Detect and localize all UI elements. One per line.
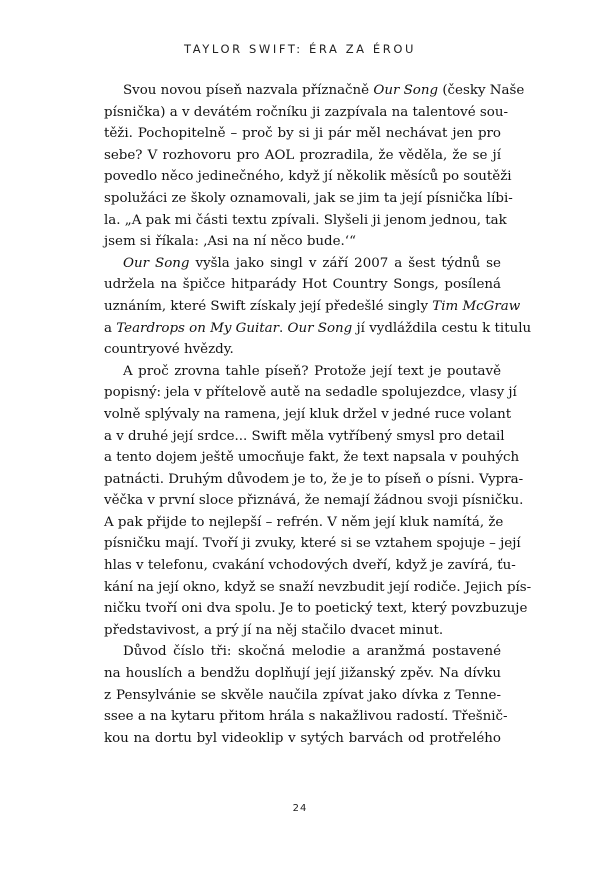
text-line	[104, 296, 521, 318]
text-line	[104, 685, 501, 707]
paragraph	[104, 641, 508, 749]
text-run: Svou novou píseň nazvala příznačně	[123, 83, 374, 98]
text-run: .	[279, 320, 288, 336]
paragraph	[104, 361, 532, 642]
text-line	[104, 145, 501, 167]
italic-title: Our Song	[123, 255, 190, 271]
text-run: na houslích a bendžu doplňují její jižanský zpěv. Na dívku	[104, 666, 501, 682]
text-run: písničku mají. Tvoří ji zvuky, které si se vztahem spojuje – její	[104, 536, 521, 552]
text-line	[104, 253, 501, 275]
text-run: představivost, a prý jí na něj stačilo dvacet minut.	[104, 622, 444, 638]
text-run: uznáním, které Swift získaly její předešlé singly	[104, 298, 433, 314]
text-line	[104, 620, 501, 642]
text-line	[104, 447, 520, 469]
page-number: 24	[292, 803, 308, 814]
text-line	[104, 361, 501, 383]
text-run: la. „A pak mi části textu zpívali. Slyšeli ji jenom jednou, tak	[104, 212, 507, 228]
text-run: jí vydláždila cestu k titulu	[352, 320, 532, 336]
text-line	[104, 555, 516, 577]
text-run: (česky Naše	[438, 83, 525, 98]
italic-title: Teardrops on My Guitar	[116, 320, 280, 336]
text-line	[104, 339, 501, 361]
text-line	[104, 598, 528, 620]
text-run: countryové hvězdy.	[104, 342, 234, 358]
text-run: kání na její okno, když se snaží nevzbudit její rodiče. Jejich pís-	[104, 579, 532, 595]
text-run: a tento dojem ještě umocňuje fakt, že text napsala v pouhých	[104, 450, 520, 466]
text-run: A proč zrovna tahle píseň? Protože její text je poutavě	[123, 363, 501, 379]
italic-title: Our Song	[373, 83, 439, 98]
text-line	[104, 426, 505, 448]
text-run: písnička) a v devátém ročníku ji zazpívala na talentové sou-	[104, 104, 508, 120]
text-line	[104, 80, 525, 102]
text-run: spolužáci ze školy oznamovali, jak se jim ta její písnička líbi-	[104, 190, 513, 206]
text-run: popisný: jela v přítelově autě na sedadle spolujezdce, vlasy jí	[104, 385, 517, 401]
text-line	[104, 382, 517, 404]
body-text	[104, 80, 532, 749]
text-line	[104, 102, 508, 124]
text-line	[104, 728, 501, 750]
paragraph	[104, 253, 532, 361]
text-line	[104, 318, 532, 340]
text-line	[104, 231, 501, 253]
text-run: ničku tvoří oni dva spolu. Je to poetický text, který povzbuzuje	[104, 601, 528, 617]
text-run: Důvod číslo tři: skočná melodie a aranžmá postavené	[123, 644, 501, 660]
italic-title: Our Song	[287, 320, 353, 336]
text-run: A pak přijde to nejlepší – refrén. V něm její kluk namítá, že	[104, 514, 504, 530]
text-run: sebe? V rozhovoru pro AOL prozradila, že věděla, že se jí	[104, 147, 501, 163]
text-run: vyšla jako singl v září 2007 a šest týdnů se	[189, 255, 501, 271]
text-line	[104, 210, 507, 232]
text-run: jsem si říkala: ‚Asi na ní něco bude.‘“	[104, 234, 356, 250]
text-line	[104, 577, 532, 599]
text-run: ssee a na kytaru přitom hrála s nakažlivou radostí. Třešnič-	[104, 709, 508, 725]
text-run: patnácti. Druhým důvodem je to, že je to píseň o písni. Vypra-	[104, 471, 524, 487]
text-run: věčka v první sloce přiznává, že nemají žádnou svoji písničku.	[104, 493, 524, 509]
text-run: z Pensylvánie se skvěle naučila zpívat jako dívka z Tenne-	[104, 687, 501, 703]
text-run: kou na dortu byl videoklip v sytých barvách od protřelého	[104, 730, 501, 746]
text-line	[104, 706, 508, 728]
text-run: udržela na špičce hitparády Hot Country Songs, posílená	[104, 277, 501, 293]
text-run: volně splývaly na ramena, její kluk držel v jedné ruce volant	[104, 406, 512, 422]
italic-title: Tim McGraw	[432, 298, 521, 314]
text-run: těži. Pochopitelně – proč by si ji pár měl nechávat jen pro	[104, 126, 501, 142]
text-line	[104, 274, 501, 296]
text-line	[104, 663, 501, 685]
text-run: povedlo něco jedinečného, když jí několik měsíců po soutěži	[104, 169, 512, 185]
text-line	[104, 490, 524, 512]
text-line	[104, 166, 512, 188]
text-line	[104, 404, 512, 426]
text-line	[104, 123, 501, 145]
text-run: a v druhé její srdce... Swift měla vytříbený smysl pro detail	[104, 428, 505, 444]
text-line	[104, 512, 504, 534]
running-head: TAYLOR SWIFT: ÉRA ZA ÉROU	[183, 42, 417, 56]
text-line	[104, 188, 513, 210]
text-line	[104, 469, 524, 491]
text-run: hlas v telefonu, cvakání vchodových dveří, když je zavírá, ťu-	[104, 558, 516, 574]
text-line	[104, 533, 521, 555]
text-run: a	[104, 320, 117, 336]
text-line	[104, 641, 501, 663]
paragraph	[104, 80, 525, 253]
